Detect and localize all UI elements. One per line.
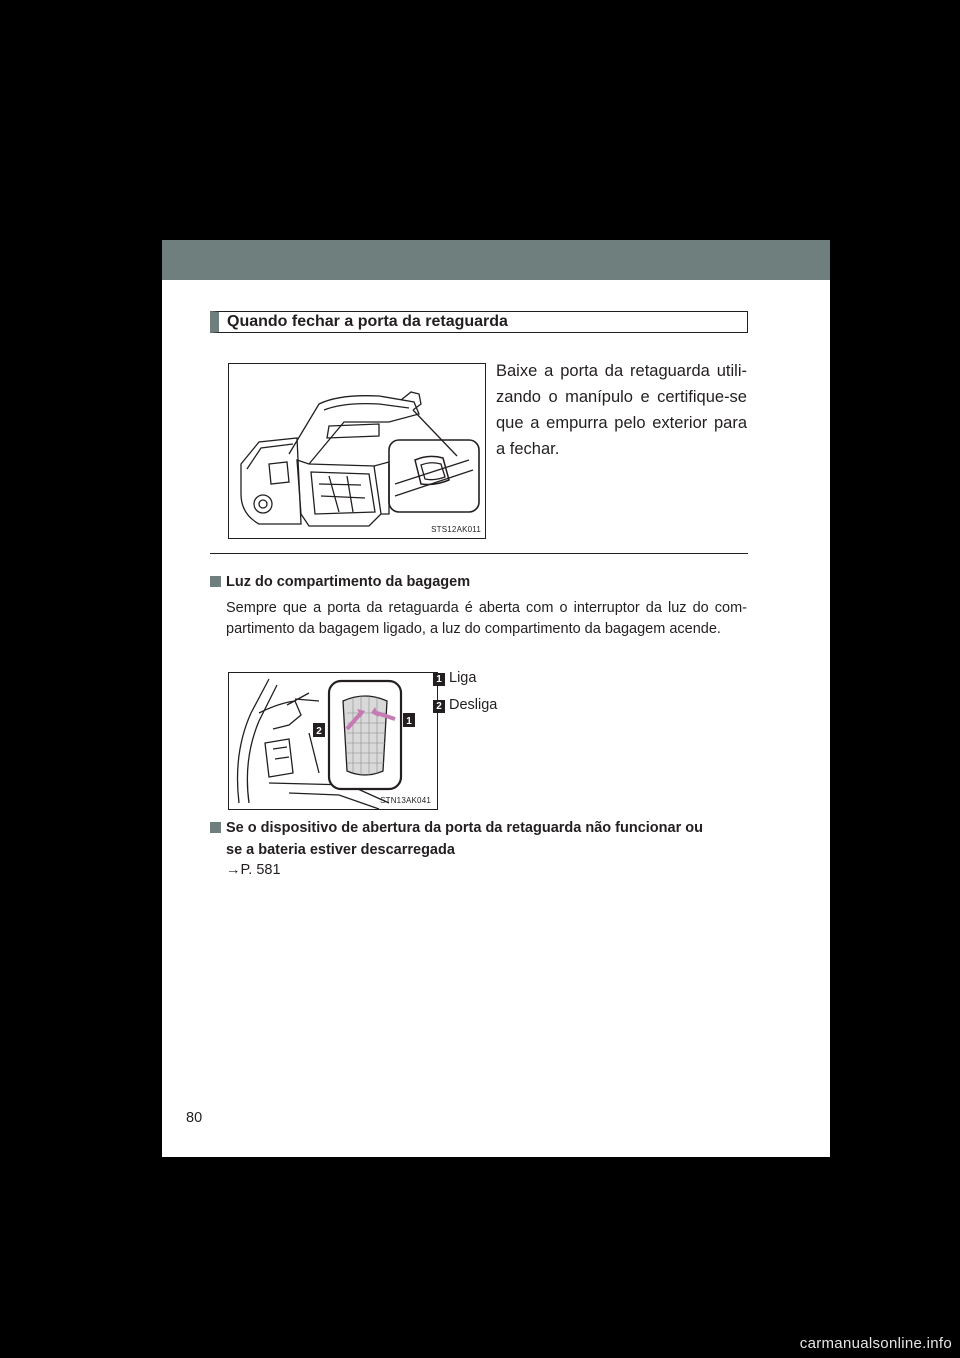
svg-text:1: 1	[406, 716, 412, 727]
bullet-square-icon	[210, 576, 221, 587]
bullet-square-icon	[210, 822, 221, 833]
tailgate-illustration	[229, 364, 485, 538]
subsection-heading-line2: se a bateria estiver descarregada	[226, 842, 455, 858]
header-bar	[162, 240, 830, 280]
page-reference: →P. 581	[226, 862, 281, 878]
subsection-heading	[210, 571, 750, 593]
section-title: Quando fechar a porta da retaguarda	[210, 311, 748, 333]
legend-number: 1	[433, 673, 445, 686]
figure-cargo-light	[228, 672, 438, 810]
legend-label: Liga	[449, 670, 477, 686]
subsection-body: Sempre que a porta da retaguarda é aberta com o interruptor da luz do com-partimento da bagagem ligado, a luz do compartimento da bagagem acende.	[226, 600, 747, 637]
figure-tailgate	[228, 363, 486, 539]
watermark: carmanualsonline.info	[799, 1335, 952, 1352]
legend-number: 2	[433, 700, 445, 713]
subsection-heading-2	[210, 817, 750, 861]
section-paragraph: Baixe a porta da retaguarda utili-zando o manípulo e certifique-se que a empurra pelo exterior para a fechar.	[496, 362, 747, 458]
svg-text:2: 2	[316, 726, 322, 737]
legend-item-on	[433, 668, 476, 688]
figure-code: STS12AK011	[431, 525, 481, 534]
subsection-heading-text: Luz do compartimento da bagagem	[226, 574, 471, 590]
manual-page	[162, 240, 830, 1157]
legend-item-off	[433, 695, 497, 715]
cargo-light-illustration	[229, 673, 437, 809]
section-divider	[210, 553, 748, 554]
legend-label: Desliga	[449, 697, 498, 713]
light-grille	[343, 695, 387, 775]
subsection-heading-line1: Se o dispositivo de abertura da porta da retaguarda não funcionar ou	[226, 820, 703, 836]
figure-code: STN13AK041	[380, 796, 431, 805]
page-number: 80	[186, 1110, 203, 1126]
